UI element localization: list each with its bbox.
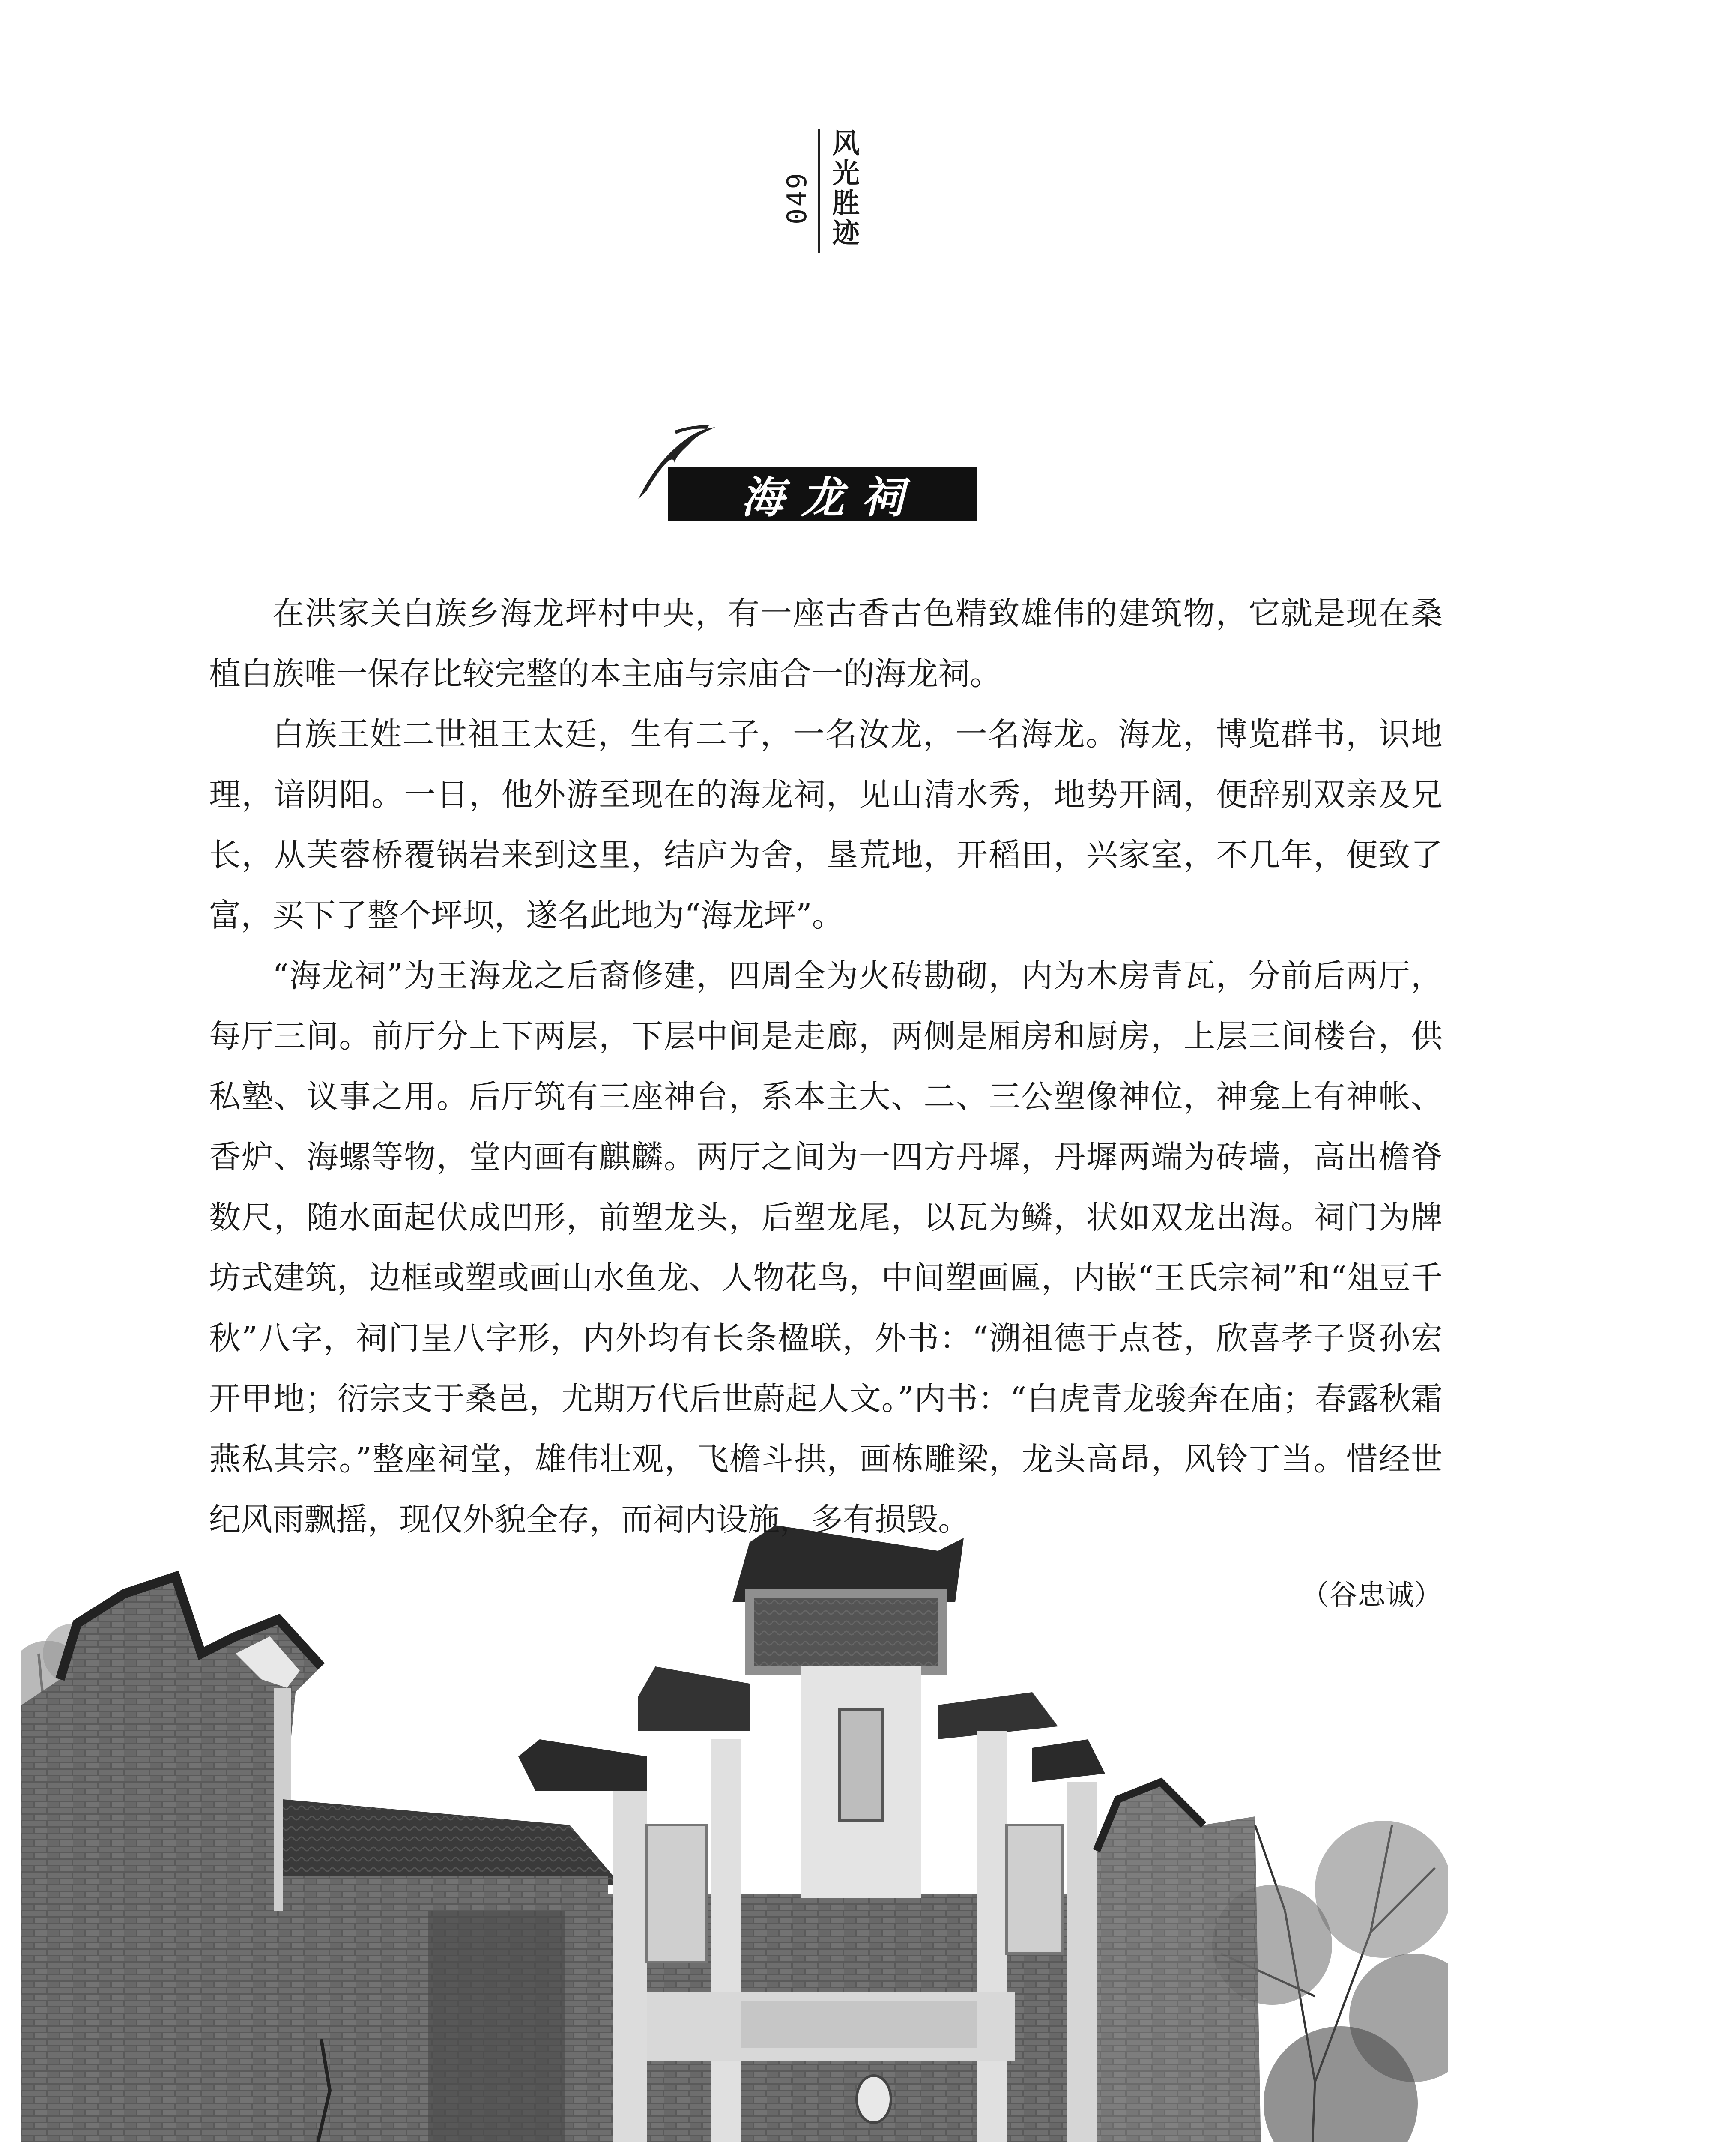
tiled-roof [283,1799,621,1885]
section-name: 风光胜迹 [828,129,860,248]
article-title: 海龙祠 [741,472,921,523]
paragraph: 白族王姓二世祖王太廷，生有二子，一名汝龙，一名海龙。海龙，博览群书，识地理，谙阴阳。一日，他外游至现在的海龙祠，见山清水秀，地势开阔，便辞别双亲及兄长，从芙蓉桥覆锅岩来到这里，结庐为舍，垦荒地，开稻田，兴家室，不几年，便致了富，买下了整个坪坝，遂名此地为“海龙坪”。 [209,716,1443,934]
header-divider [818,129,820,253]
author-byline: （谷忠诚） [1301,1578,1442,1611]
left-gable-wall [21,1577,321,2142]
paragraph: 在洪家关白族乡海龙坪村中央，有一座古香古色精致雄伟的建筑物，它就是现在桑植白族唯一保存比较完整的本主庙与宗庙合一的海龙祠。 [209,595,1443,692]
running-header [781,129,860,257]
paragraph: “海龙祠”为王海龙之后裔修建，四周全为火砖勘砌，内为木房青瓦，分前后两厅，每厅三间。前厅分上下两层，下层中间是走廊，两侧是厢房和厨房，上层三间楼台，供私塾、议事之用。后厅筑有三座神台，系本主大、二、三公塑像神位，神龛上有神帐、香炉、海螺等物，堂内画有麒麟。两厅之间为一四方丹墀，丹墀两端为砖墙，高出檐脊数尺，随水面起伏成凹形，前塑龙头，后塑龙尾，以瓦为鳞，状如双龙出海。祠门为牌坊式建筑，边框或塑或画山水鱼龙、人物花鸟，中间塑画匾，内嵌“王氏宗祠”和“俎豆千秋”八字，祠门呈八字形，内外均有长条楹联，外书：“溯祖德于点苍，欣喜孝子贤孙宏开甲地；衍宗支于桑邑，尤期万代后世蔚起人文。”内书：“白虎青龙骏奔在庙；春露秋霜燕私其宗。”整座祠堂，雄伟壮观，飞檐斗拱，画栋雕梁，龙头高昂，风铃丁当。惜经世纪风雨飘摇，现仅外貌全存，而祠内设施，多有损毁。 [209,957,1443,1538]
article-title-banner [668,467,977,521]
right-gable-wall [1097,1782,1264,2142]
memorial-gate [518,1525,1105,2142]
page-number: 049 [781,171,813,224]
ancestral-hall-photo [21,1525,1448,2142]
article-body [209,583,1443,1550]
